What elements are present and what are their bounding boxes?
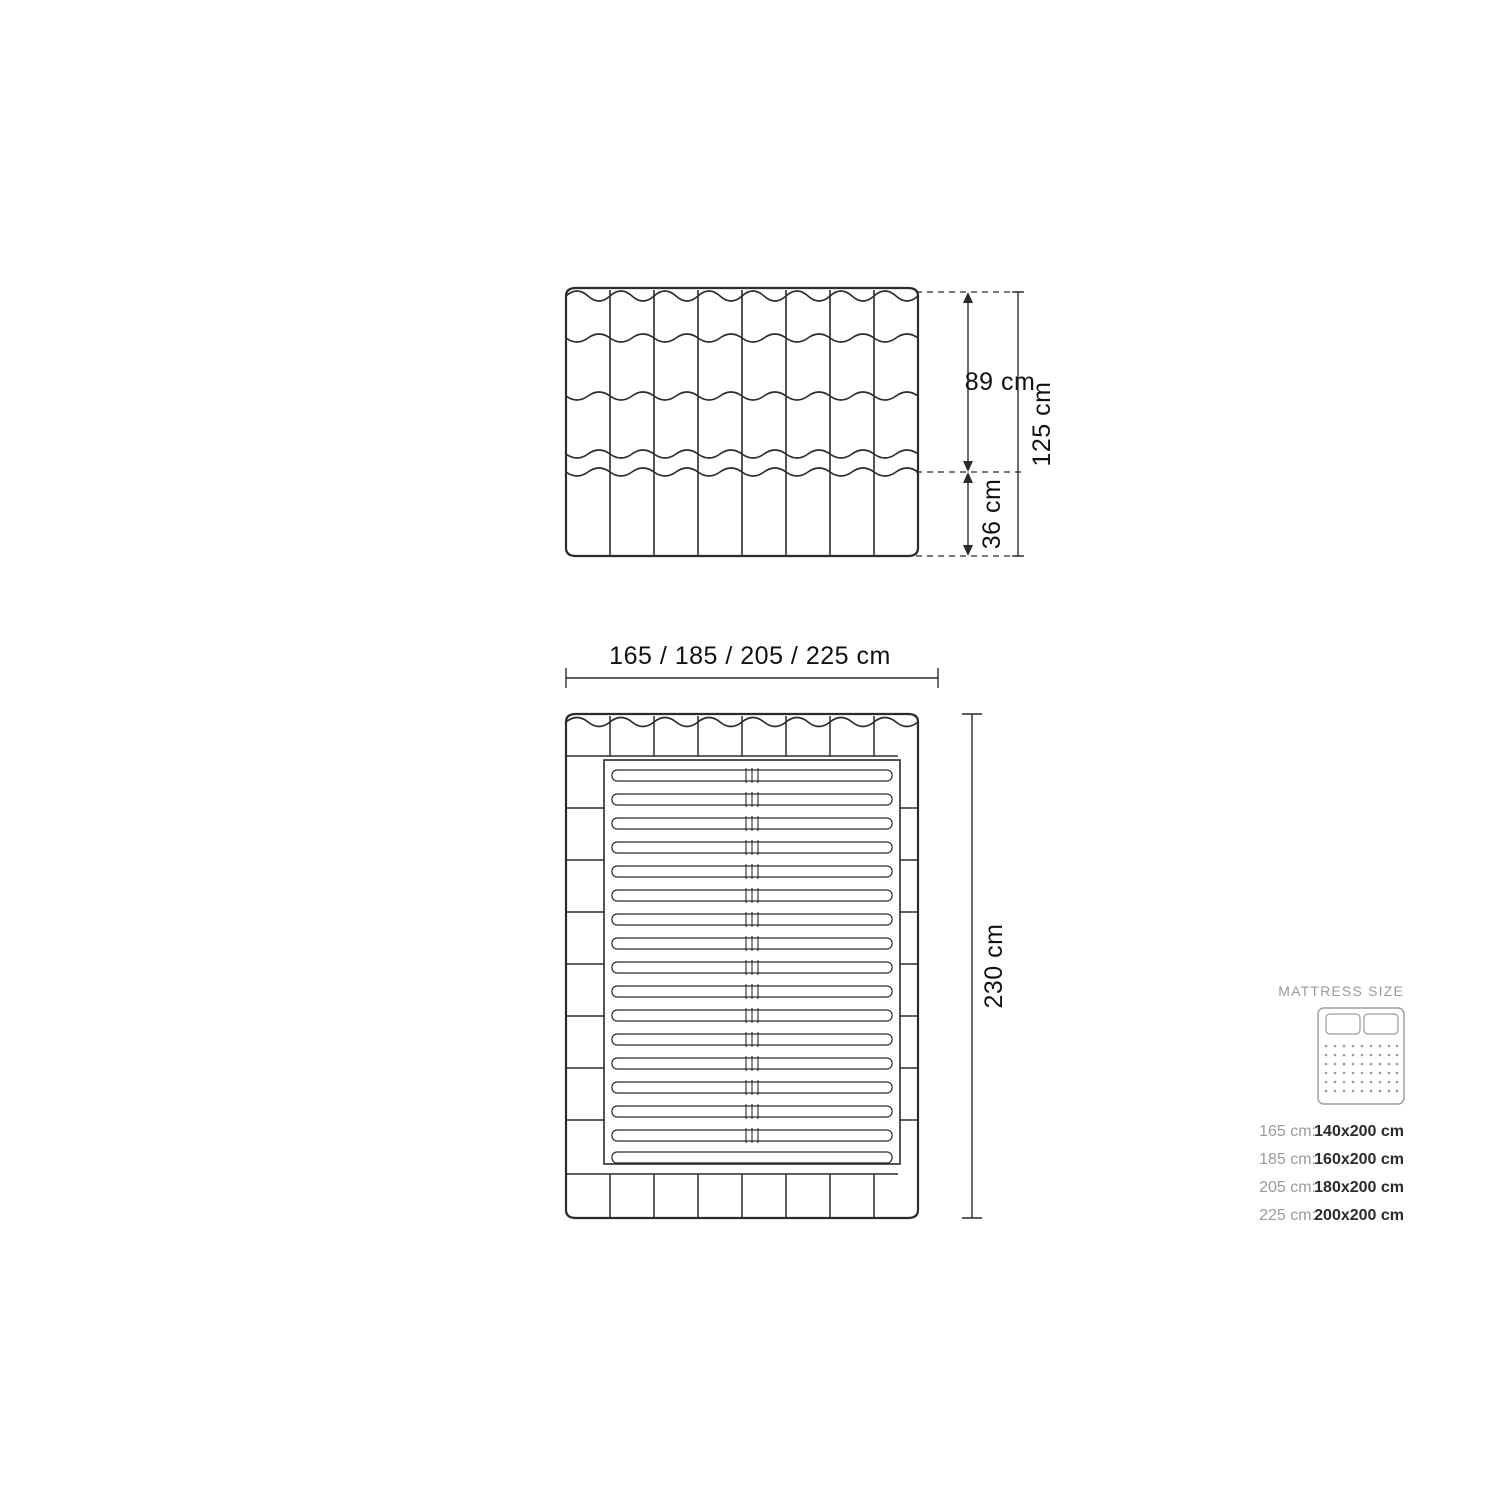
legend-row-label: 205 cm: (1259, 1179, 1316, 1196)
dim-width-label: 165 / 185 / 205 / 225 cm (609, 642, 891, 670)
dim-230-label: 230 cm (980, 923, 1008, 1009)
topview-width-dimension (566, 642, 938, 688)
legend-row-label: 185 cm: (1259, 1151, 1316, 1168)
dim-width-arrow (566, 668, 938, 688)
legend-row-value: 160x200 cm (1314, 1151, 1404, 1168)
dim-36-arrow (963, 472, 973, 556)
legend-row-label: 225 cm: (1259, 1207, 1316, 1224)
mattress-size-legend (1259, 983, 1404, 1224)
extension-lines (916, 292, 1022, 556)
legend-row (1259, 1179, 1404, 1196)
mattress-icon (1318, 1008, 1404, 1104)
dim-125-arrow (1012, 292, 1024, 556)
dim-89-label: 89 cm (964, 368, 1036, 396)
legend-row-value: 180x200 cm (1314, 1179, 1404, 1196)
dim-36-label: 36 cm (978, 478, 1006, 550)
dim-125-label: 125 cm (1028, 381, 1056, 467)
dim-230-arrow (962, 714, 982, 1218)
headboard-dimension-lines (916, 292, 1056, 556)
topview-length-dimension (962, 714, 1008, 1218)
legend-row (1259, 1207, 1404, 1224)
bed-frame-top-view (566, 714, 918, 1218)
legend-title: MATTRESS SIZE (1278, 983, 1404, 999)
legend-row-value: 140x200 cm (1314, 1123, 1404, 1140)
legend-row-label: 165 cm: (1259, 1123, 1316, 1140)
legend-row-value: 200x200 cm (1314, 1207, 1404, 1224)
headboard-front-view (566, 288, 918, 556)
legend-row (1259, 1123, 1404, 1140)
legend-row (1259, 1151, 1404, 1168)
